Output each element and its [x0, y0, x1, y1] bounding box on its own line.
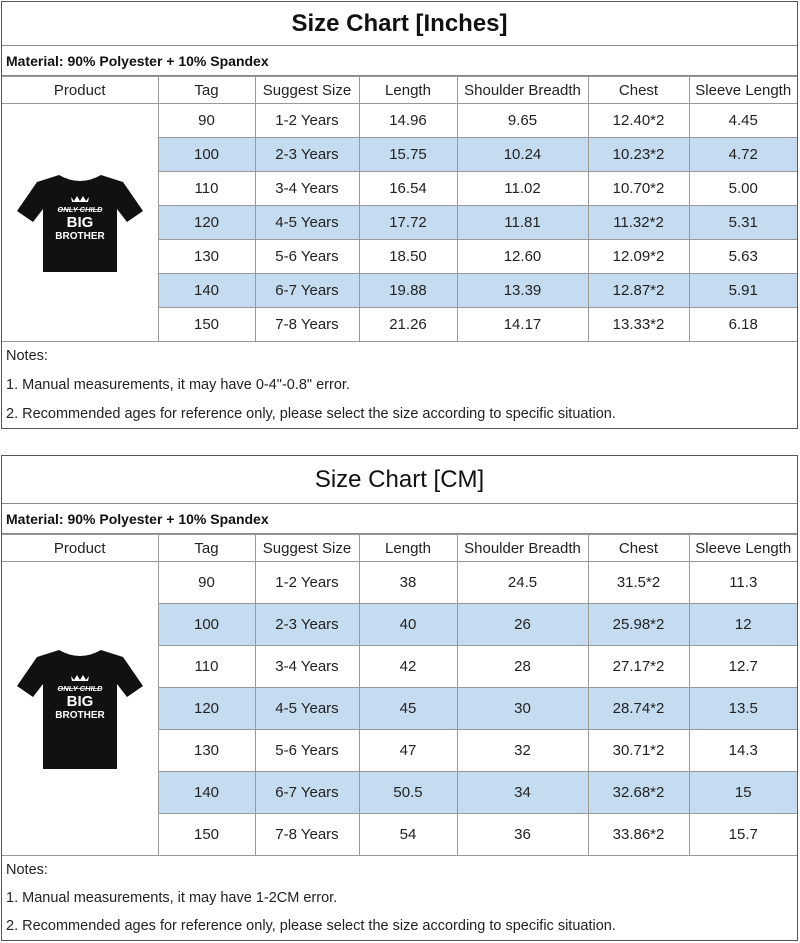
header-length: Length — [359, 77, 457, 104]
cell-shoulder: 28 — [457, 646, 588, 688]
cell-length: 21.26 — [359, 308, 457, 342]
cell-suggest-size: 7-8 Years — [255, 814, 359, 856]
cell-chest: 10.23*2 — [588, 138, 689, 172]
shirt-text-line2: BIG — [66, 213, 94, 231]
note-item: 2. Recommended ages for reference only, please select the size according to specific situation. — [6, 406, 616, 422]
cell-chest: 10.70*2 — [588, 172, 689, 206]
cell-chest: 27.17*2 — [588, 646, 689, 688]
cell-tag: 140 — [158, 274, 255, 308]
cell-length: 19.88 — [359, 274, 457, 308]
header-sleeve-length: Sleeve Length — [689, 535, 797, 562]
cell-shoulder: 34 — [457, 772, 588, 814]
header-suggest-size: Suggest Size — [255, 77, 359, 104]
header-chest: Chest — [588, 535, 689, 562]
material-line: Material: 90% Polyester + 10% Spandex — [2, 504, 797, 534]
notes-heading: Notes: — [6, 348, 48, 364]
cell-shoulder: 10.24 — [457, 138, 588, 172]
cell-suggest-size: 7-8 Years — [255, 308, 359, 342]
cell-tag: 140 — [158, 772, 255, 814]
cell-tag: 120 — [158, 688, 255, 730]
table-row — [2, 562, 797, 604]
shirt-text-line3: BROTHER — [55, 230, 105, 242]
cell-chest: 12.40*2 — [588, 104, 689, 138]
header-tag: Tag — [158, 535, 255, 562]
cell-suggest-size: 3-4 Years — [255, 172, 359, 206]
cell-chest: 12.87*2 — [588, 274, 689, 308]
cell-sleeve: 5.63 — [689, 240, 797, 274]
cell-shoulder: 11.81 — [457, 206, 588, 240]
shirt-text-line2: BIG — [66, 692, 94, 710]
header-product: Product — [2, 535, 158, 562]
cell-shoulder: 12.60 — [457, 240, 588, 274]
table-header-row — [2, 77, 797, 104]
cell-shoulder: 11.02 — [457, 172, 588, 206]
header-suggest-size: Suggest Size — [255, 535, 359, 562]
cell-sleeve: 15 — [689, 772, 797, 814]
cell-chest: 33.86*2 — [588, 814, 689, 856]
notes-section — [2, 342, 797, 429]
cell-length: 16.54 — [359, 172, 457, 206]
cell-tag: 110 — [158, 646, 255, 688]
cell-sleeve: 5.00 — [689, 172, 797, 206]
cell-chest: 30.71*2 — [588, 730, 689, 772]
cell-length: 47 — [359, 730, 457, 772]
cell-sleeve: 5.91 — [689, 274, 797, 308]
product-image-cell — [2, 562, 158, 856]
cell-tag: 100 — [158, 604, 255, 646]
cell-sleeve: 12.7 — [689, 646, 797, 688]
header-sleeve-length: Sleeve Length — [689, 77, 797, 104]
cell-tag: 90 — [158, 562, 255, 604]
size-table — [2, 76, 797, 342]
size-table — [2, 534, 797, 856]
cell-length: 50.5 — [359, 772, 457, 814]
cell-chest: 31.5*2 — [588, 562, 689, 604]
note-item: 2. Recommended ages for reference only, please select the size according to specific situation. — [6, 918, 616, 934]
cell-sleeve: 15.7 — [689, 814, 797, 856]
cell-length: 38 — [359, 562, 457, 604]
cell-suggest-size: 3-4 Years — [255, 646, 359, 688]
table-row — [2, 104, 797, 138]
cell-tag: 150 — [158, 814, 255, 856]
cell-sleeve: 14.3 — [689, 730, 797, 772]
cell-shoulder: 13.39 — [457, 274, 588, 308]
shirt-text-line1: ONLY CHILD — [57, 683, 103, 693]
cell-chest: 11.32*2 — [588, 206, 689, 240]
header-shoulder-breadth: Shoulder Breadth — [457, 77, 588, 104]
tshirt-image — [15, 171, 145, 275]
cell-length: 14.96 — [359, 104, 457, 138]
product-image-cell — [2, 104, 158, 342]
cell-suggest-size: 1-2 Years — [255, 562, 359, 604]
cell-tag: 150 — [158, 308, 255, 342]
header-length: Length — [359, 535, 457, 562]
cell-tag: 130 — [158, 240, 255, 274]
cell-suggest-size: 6-7 Years — [255, 772, 359, 814]
cell-length: 42 — [359, 646, 457, 688]
cell-chest: 32.68*2 — [588, 772, 689, 814]
shirt-text-line1: ONLY CHILD — [57, 204, 103, 214]
header-chest: Chest — [588, 77, 689, 104]
header-shoulder-breadth: Shoulder Breadth — [457, 535, 588, 562]
cell-suggest-size: 4-5 Years — [255, 688, 359, 730]
cell-sleeve: 6.18 — [689, 308, 797, 342]
cell-shoulder: 26 — [457, 604, 588, 646]
cell-sleeve: 12 — [689, 604, 797, 646]
cell-shoulder: 36 — [457, 814, 588, 856]
cell-tag: 120 — [158, 206, 255, 240]
cell-suggest-size: 4-5 Years — [255, 206, 359, 240]
cell-sleeve: 4.72 — [689, 138, 797, 172]
cell-suggest-size: 5-6 Years — [255, 730, 359, 772]
cell-chest: 12.09*2 — [588, 240, 689, 274]
notes-section — [2, 856, 797, 940]
cell-tag: 90 — [158, 104, 255, 138]
cell-suggest-size: 2-3 Years — [255, 604, 359, 646]
size-chart-inches — [1, 1, 798, 429]
cell-shoulder: 14.17 — [457, 308, 588, 342]
note-item: 1. Manual measurements, it may have 0-4"-0.8" error. — [6, 377, 350, 393]
note-item: 1. Manual measurements, it may have 1-2CM error. — [6, 890, 338, 906]
cell-shoulder: 32 — [457, 730, 588, 772]
cell-suggest-size: 5-6 Years — [255, 240, 359, 274]
cell-suggest-size: 6-7 Years — [255, 274, 359, 308]
cell-tag: 100 — [158, 138, 255, 172]
cell-length: 40 — [359, 604, 457, 646]
cell-chest: 13.33*2 — [588, 308, 689, 342]
shirt-text-line3: BROTHER — [55, 709, 105, 721]
cell-tag: 130 — [158, 730, 255, 772]
cell-length: 15.75 — [359, 138, 457, 172]
cell-sleeve: 4.45 — [689, 104, 797, 138]
size-chart-cm — [1, 455, 798, 941]
cell-sleeve: 5.31 — [689, 206, 797, 240]
cell-tag: 110 — [158, 172, 255, 206]
cell-suggest-size: 1-2 Years — [255, 104, 359, 138]
table-header-row — [2, 535, 797, 562]
cell-suggest-size: 2-3 Years — [255, 138, 359, 172]
header-tag: Tag — [158, 77, 255, 104]
cell-length: 17.72 — [359, 206, 457, 240]
chart-title: Size Chart [CM] — [2, 456, 797, 504]
cell-chest: 28.74*2 — [588, 688, 689, 730]
notes-heading: Notes: — [6, 862, 48, 878]
tshirt-image — [15, 644, 145, 774]
header-product: Product — [2, 77, 158, 104]
cell-length: 18.50 — [359, 240, 457, 274]
cell-shoulder: 9.65 — [457, 104, 588, 138]
cell-length: 45 — [359, 688, 457, 730]
cell-chest: 25.98*2 — [588, 604, 689, 646]
cell-shoulder: 24.5 — [457, 562, 588, 604]
cell-length: 54 — [359, 814, 457, 856]
material-line: Material: 90% Polyester + 10% Spandex — [2, 46, 797, 76]
cell-sleeve: 13.5 — [689, 688, 797, 730]
cell-sleeve: 11.3 — [689, 562, 797, 604]
cell-shoulder: 30 — [457, 688, 588, 730]
chart-title: Size Chart [Inches] — [2, 2, 797, 46]
